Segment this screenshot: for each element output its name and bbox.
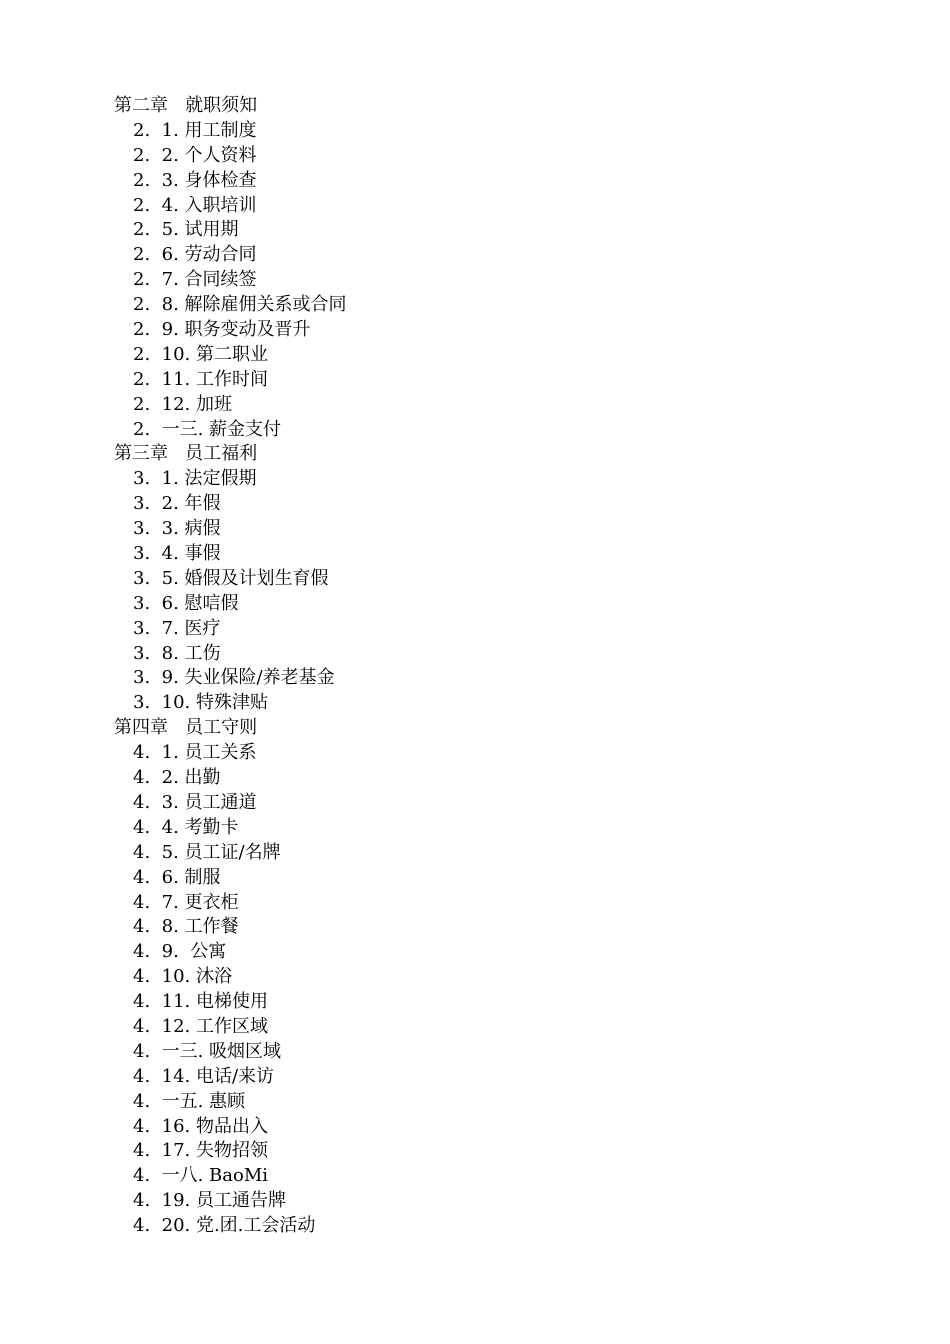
toc-item: 4. 8. 工作餐 — [133, 916, 239, 938]
toc-item: 3. 8. 工伤 — [133, 642, 221, 664]
toc-item: 4. 5. 员工证/名牌 — [133, 841, 281, 863]
toc-item: 2. 一三. 薪金支付 — [133, 418, 282, 440]
toc-item: 4. 一三. 吸烟区域 — [133, 1040, 282, 1062]
toc-item: 4. 一八. BaoMi — [133, 1165, 269, 1187]
table-of-contents — [114, 94, 347, 1239]
toc-item: 4. 4. 考勤卡 — [133, 816, 239, 838]
toc-item: 3. 4. 事假 — [133, 543, 221, 565]
toc-item: 4. 10. 沐浴 — [133, 966, 232, 988]
toc-item: 4. 7. 更衣柜 — [133, 891, 239, 913]
toc-item: 3. 9. 失业保险/养老基金 — [133, 667, 335, 689]
toc-item: 2. 3. 身体检查 — [133, 169, 257, 191]
toc-item: 2. 12. 加班 — [133, 393, 232, 415]
toc-item: 2. 9. 职务变动及晋升 — [133, 319, 311, 341]
toc-item: 2. 7. 合同续签 — [133, 269, 257, 291]
toc-item: 2. 11. 工作时间 — [133, 368, 268, 390]
toc-item: 4. 一五. 惠顾 — [133, 1090, 246, 1112]
toc-item: 3. 2. 年假 — [133, 493, 221, 515]
toc-item: 4. 16. 物品出入 — [133, 1115, 268, 1137]
toc-item: 3. 3. 病假 — [133, 518, 221, 540]
toc-item: 4. 11. 电梯使用 — [133, 991, 268, 1013]
toc-item: 3. 1. 法定假期 — [133, 468, 257, 490]
toc-item: 4. 3. 员工通道 — [133, 791, 257, 813]
toc-item: 2. 1. 用工制度 — [133, 119, 257, 141]
toc-item: 2. 6. 劳动合同 — [133, 244, 257, 266]
toc-item: 4. 2. 出勤 — [133, 767, 221, 789]
toc-item: 3. 10. 特殊津贴 — [133, 692, 268, 714]
chapter-heading: 第二章 就职须知 — [114, 95, 258, 116]
toc-item: 4. 14. 电话/来访 — [133, 1065, 275, 1087]
toc-item: 4. 6. 制服 — [133, 866, 221, 888]
toc-item: 4. 20. 党.团.工会活动 — [133, 1215, 316, 1237]
chapter-heading: 第三章 员工福利 — [114, 443, 258, 465]
toc-item: 3. 5. 婚假及计划生育假 — [133, 567, 329, 589]
toc-item: 4. 17. 失物招领 — [133, 1140, 268, 1162]
toc-item: 2. 10. 第二职业 — [133, 343, 268, 365]
toc-item: 4. 12. 工作区域 — [133, 1015, 268, 1037]
toc-item: 2. 4. 入职培训 — [133, 194, 257, 216]
toc-item: 3. 6. 慰唁假 — [133, 592, 239, 614]
toc-item: 4. 1. 员工关系 — [133, 742, 257, 764]
chapter-heading: 第四章 员工守则 — [114, 717, 258, 739]
toc-item: 2. 8. 解除雇佣关系或合同 — [133, 294, 347, 316]
toc-item: 2. 5. 试用期 — [133, 219, 239, 241]
toc-item: 4. 9. 公寓 — [133, 941, 227, 963]
toc-item: 3. 7. 医疗 — [133, 617, 221, 639]
toc-item: 4. 19. 员工通告牌 — [133, 1190, 286, 1212]
toc-item: 2. 2. 个人资料 — [133, 144, 257, 166]
